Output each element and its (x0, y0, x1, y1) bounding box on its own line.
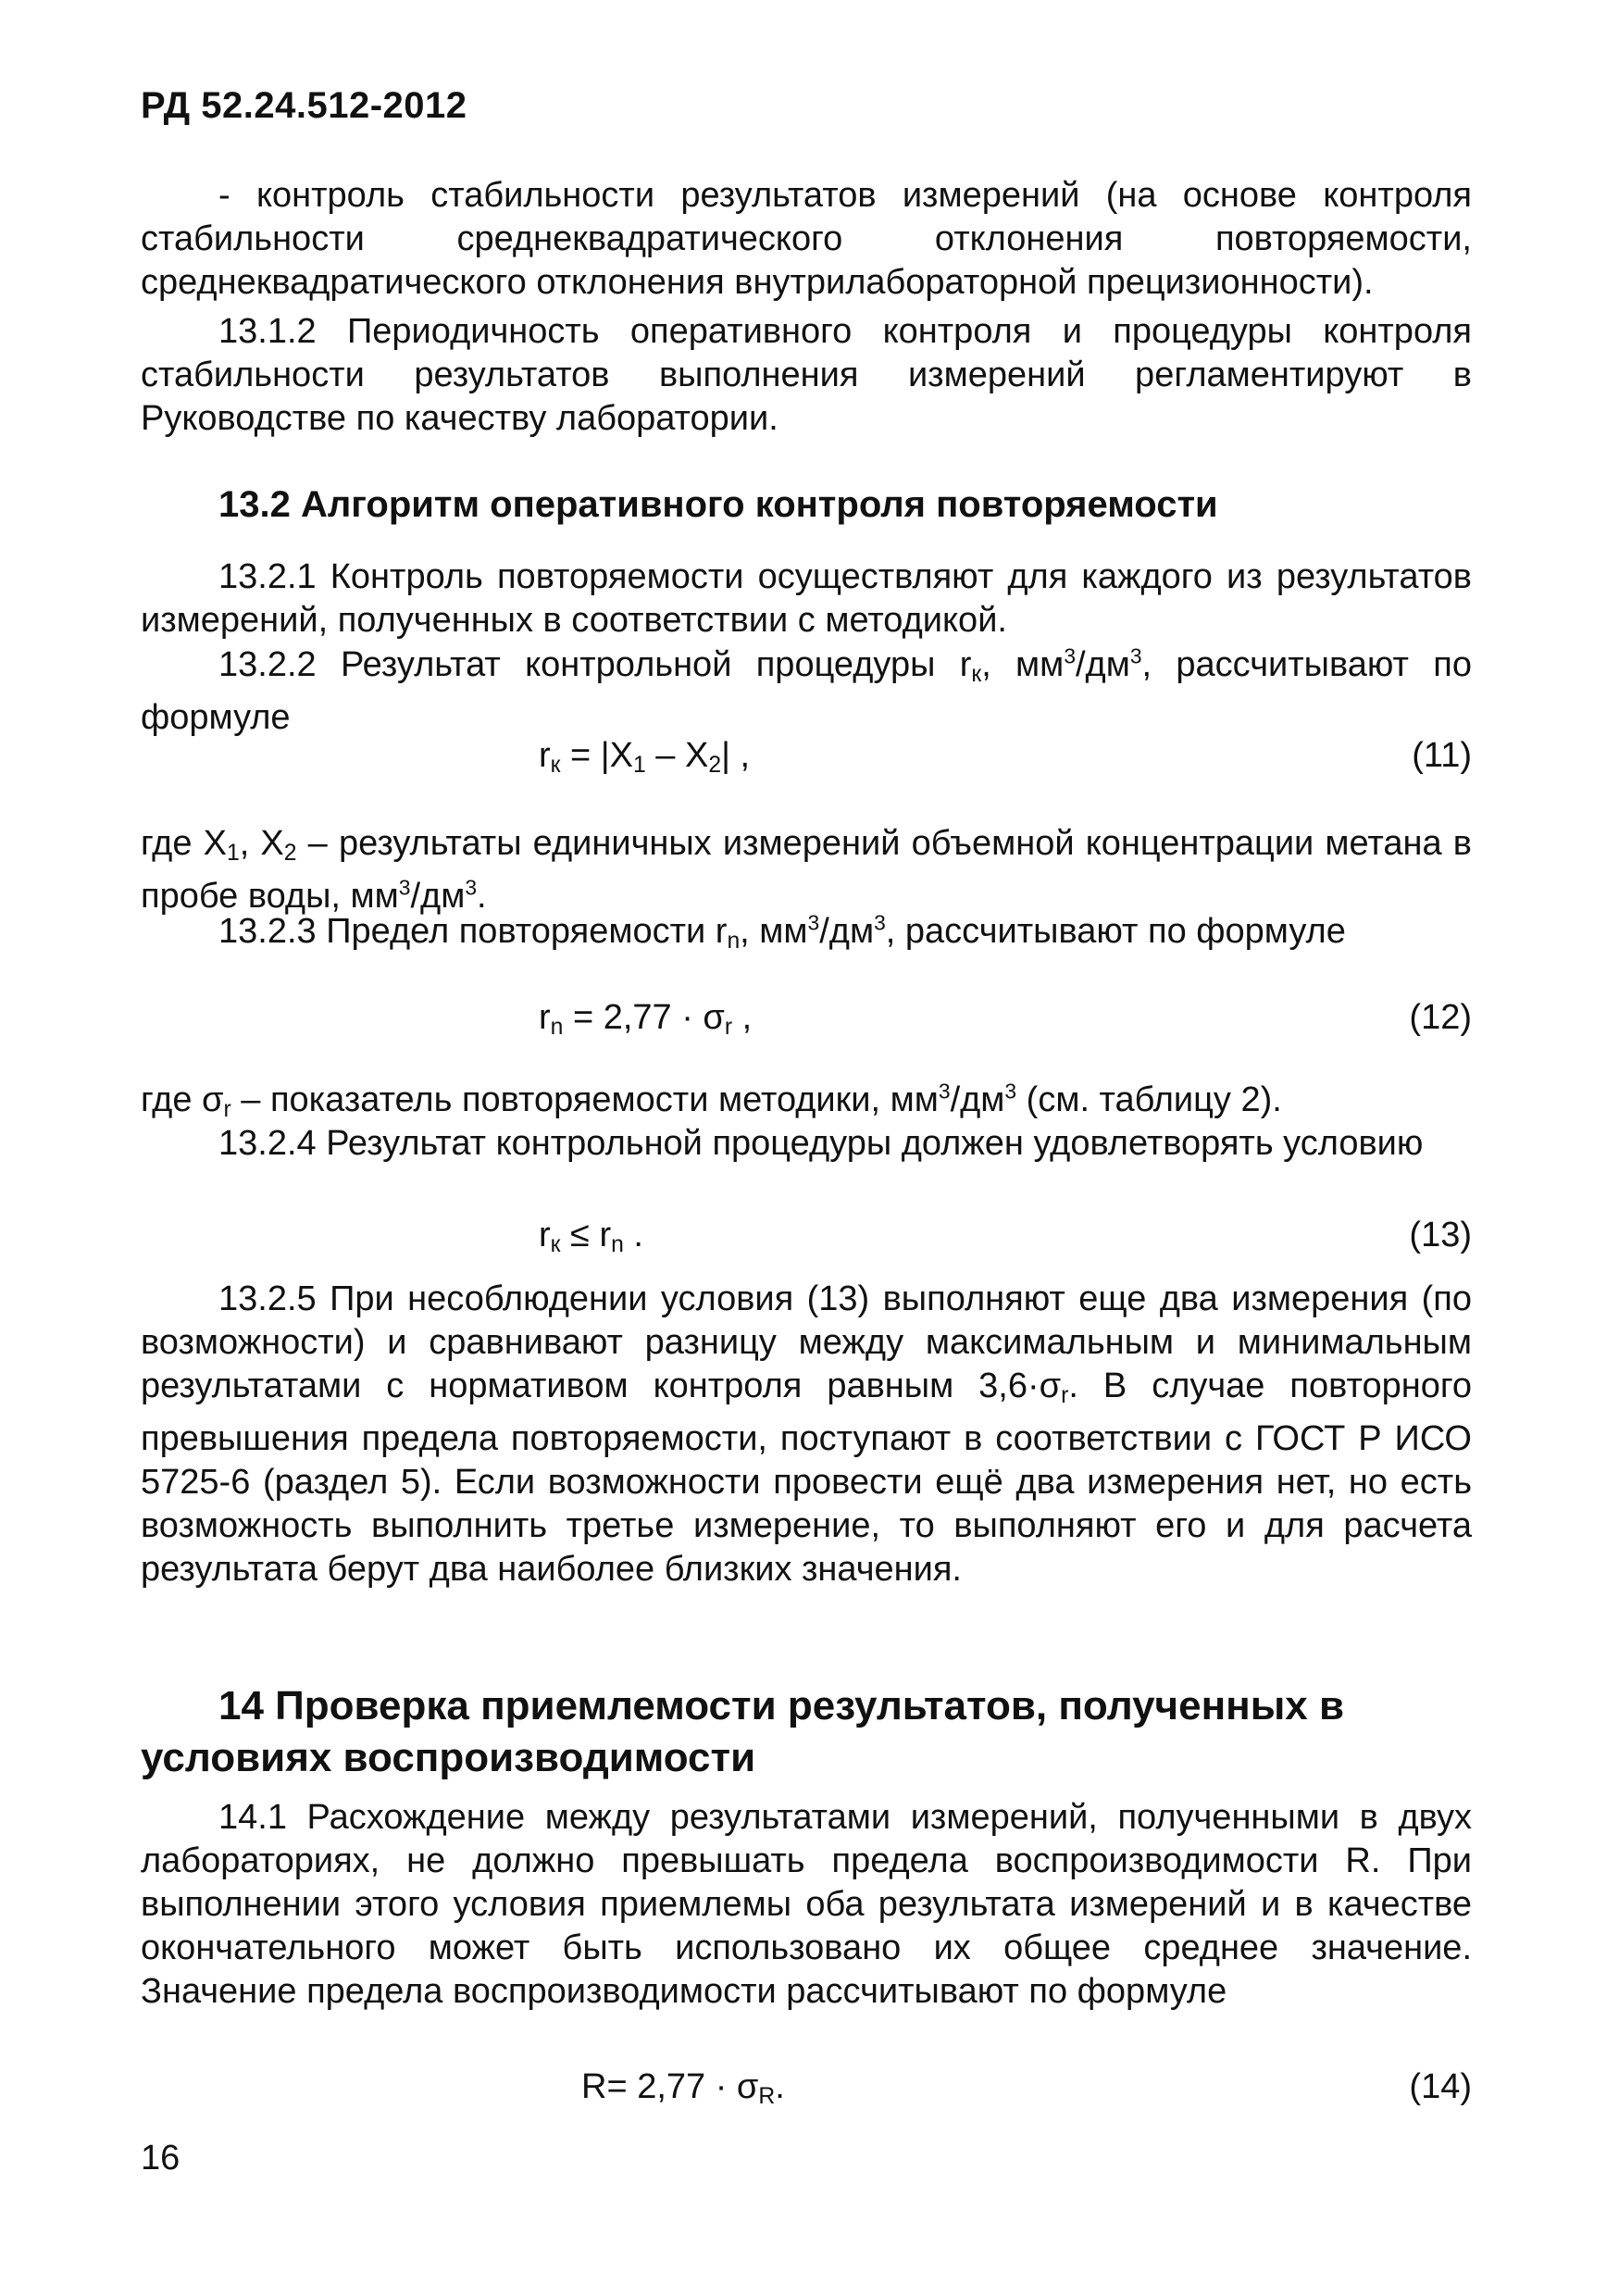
paragraph-where-11: где $X_1$, $X_2$ – результаты единичных измерений объемной концентрации метана в пробе воды, $мм^3/дм^3$. (141, 824, 1472, 917)
paragraph-13-2-5: 13.2.5 При несоблюдении условия (13) выполняют еще два измерения (по возможности) и сравнивают разницу между максимальным и минимальным результатами с нормативом контроля равным $3,6\cdot\sigma_r$. В случае повторного превышения предела повторяемости, поступают в соответствии с ГОСТ Р ИСО 5725-6 (раздел 5). Если возможности провести ещё два измерения нет, но есть возможность выполнить третье измерение, то выполняют его и для расчета результата берут два наиболее близких значения. (141, 1279, 1472, 1590)
formula-11 (141, 731, 1472, 780)
paragraph-13-2-4: 13.2.4 Результат контрольной процедуры должен удовлетворять условию (218, 1124, 1424, 1163)
formula-12-number: (12) (1409, 998, 1472, 1037)
page-number: 16 (141, 2139, 181, 2177)
paragraph-13-2-3: 13.2.3 Предел повторяемости $r_n$, $мм^3/дм^3$, рассчитывают по формуле (218, 910, 1346, 955)
formula-13 (141, 1211, 1472, 1259)
paragraph-13-2-2: 13.2.2 Результат контрольной процедуры $r_к$, $мм^3/дм^3$, рассчитывают по формуле (141, 643, 1472, 738)
paragraph-13-1-tail: - контроль стабильности результатов измерений (на основе контроля стабильности среднеквадратического отклонения повторяемости, среднеквадратического отклонения внутрилабораторной прецизионности). (141, 176, 1472, 302)
section-heading-14: 14 Проверка приемлемости результатов, полученных в условиях воспроизводимости (141, 1683, 1345, 1780)
formula-13-number: (13) (1409, 1216, 1472, 1254)
document-code-header: РД 52.24.512-2012 (141, 85, 467, 126)
paragraph-13-1-2: 13.1.2 Периодичность оперативного контроля и процедуры контроля стабильности результатов выполнения измерений регламентируют в Руководстве по качеству лаборатории. (141, 312, 1472, 438)
formula-13-expression: $r_к \le r_n$ . (539, 1216, 643, 1258)
formula-11-expression: $r_к = |X_1 - X_2|$ , (539, 736, 751, 779)
formula-11-number: (11) (1412, 736, 1472, 775)
paragraph-13-2-1: 13.2.1 Контроль повторяемости осуществляют для каждого из результатов измерений, полученных в соответствии с методикой. (141, 557, 1472, 640)
formula-12-expression: $r_n = 2,77 \cdot \sigma_r$ , (539, 998, 753, 1041)
formula-14 (141, 2063, 1472, 2111)
paragraph-where-12: где $\sigma_r$ – показатель повторяемости методики, $мм^3/дм^3$ (см. таблицу 2). (141, 1079, 1282, 1123)
formula-14-expression: $R= 2,77 \cdot \sigma_R$. (581, 2067, 785, 2110)
formula-14-number: (14) (1409, 2067, 1472, 2106)
section-heading-13-2: 13.2 Алгоритм оперативного контроля повторяемости (218, 484, 1218, 525)
paragraph-14-1: 14.1 Расхождение между результатами измерений, полученными в двух лабораториях, не должно превышать предела воспроизводимости R. При выполнении этого условия приемлемы оба результата измерений и в качестве окончательного может быть использовано их общее среднее значение. Значение предела воспроизводимости рассчитывают по формуле (141, 1798, 1472, 2011)
formula-12 (141, 993, 1472, 1042)
